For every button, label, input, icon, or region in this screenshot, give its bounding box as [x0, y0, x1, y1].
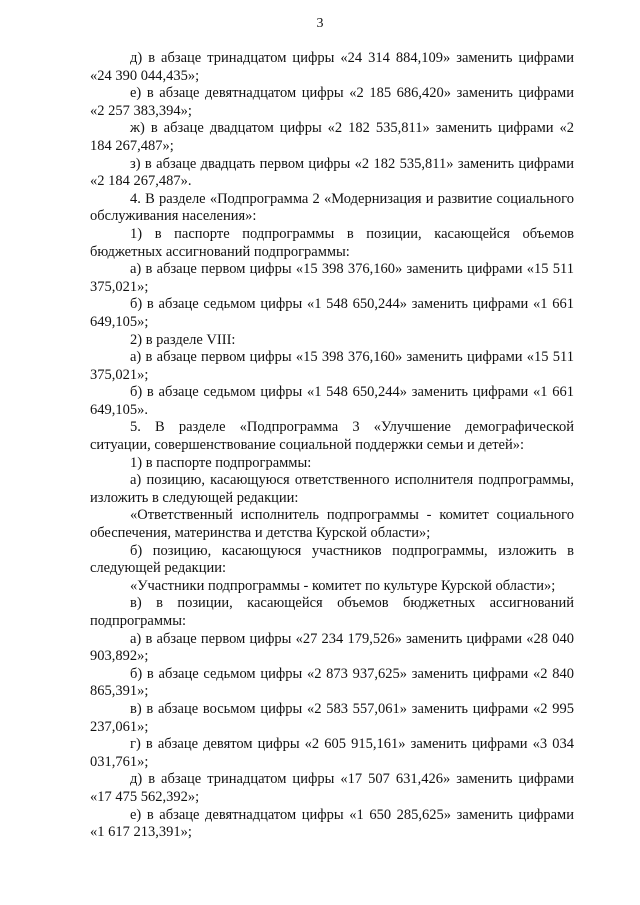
- paragraph: д) в абзаце тринадцатом цифры «24 314 884,109» заменить цифрами «24 390 044,435»;: [90, 50, 574, 84]
- paragraph: 4. В разделе «Подпрограмма 2 «Модернизация и развитие социального обслуживания населения»:: [90, 190, 574, 225]
- paragraph: в) в позиции, касающейся объемов бюджетных ассигнований подпрограммы:: [90, 595, 574, 629]
- paragraph: з) в абзаце двадцать первом цифры «2 182 535,811» заменить цифрами «2 184 267,487».: [90, 155, 574, 190]
- paragraph: в) в абзаце восьмом цифры «2 583 557,061» заменить цифрами «2 995 237,061»;: [90, 700, 574, 735]
- paragraph: д) в абзаце тринадцатом цифры «17 507 631,426» заменить цифрами «17 475 562,392»;: [90, 771, 574, 805]
- paragraph: е) в абзаце девятнадцатом цифры «2 185 686,420» заменить цифрами «2 257 383,394»;: [90, 85, 574, 119]
- paragraph: а) в абзаце первом цифры «27 234 179,526» заменить цифрами «28 040 903,892»;: [90, 630, 574, 665]
- paragraph: ж) в абзаце двадцатом цифры «2 182 535,811» заменить цифрами «2 184 267,487»;: [90, 120, 574, 154]
- paragraph: г) в абзаце девятом цифры «2 605 915,161» заменить цифрами «3 034 031,761»;: [90, 736, 574, 770]
- paragraph: б) в абзаце седьмом цифры «2 873 937,625» заменить цифрами «2 840 865,391»;: [90, 665, 574, 700]
- paragraph: «Ответственный исполнитель подпрограммы - комитет социального обеспечения, материнства и детства Курской области»;: [90, 507, 574, 542]
- paragraph: б) в абзаце седьмом цифры «1 548 650,244» заменить цифрами «1 661 649,105».: [90, 384, 574, 418]
- paragraph: б) в абзаце седьмом цифры «1 548 650,244» заменить цифрами «1 661 649,105»;: [90, 296, 574, 330]
- paragraph: 5. В разделе «Подпрограмма 3 «Улучшение демографической ситуации, совершенствование социальной поддержки семьи и детей»:: [90, 419, 574, 454]
- page-number: 3: [316, 16, 324, 31]
- paragraph: 2) в разделе VIII:: [130, 331, 236, 348]
- paragraph: «Участники подпрограммы - комитет по культуре Курской области»;: [130, 577, 556, 594]
- paragraph: а) в абзаце первом цифры «15 398 376,160» заменить цифрами «15 511 375,021»;: [90, 349, 574, 383]
- paragraph: 1) в паспорте подпрограммы в позиции, касающейся объемов бюджетных ассигнований подпрограммы:: [90, 225, 574, 260]
- document-body: [90, 50, 574, 842]
- paragraph: а) позицию, касающуюся ответственного исполнителя подпрограммы, изложить в следующей редакции:: [90, 472, 574, 506]
- paragraph: а) в абзаце первом цифры «15 398 376,160» заменить цифрами «15 511 375,021»;: [90, 261, 574, 295]
- paragraph: 1) в паспорте подпрограммы:: [130, 454, 312, 471]
- paragraph: б) позицию, касающуюся участников подпрограммы, изложить в следующей редакции:: [90, 542, 574, 577]
- paragraph: е) в абзаце девятнадцатом цифры «1 650 285,625» заменить цифрами «1 617 213,391»;: [90, 806, 574, 841]
